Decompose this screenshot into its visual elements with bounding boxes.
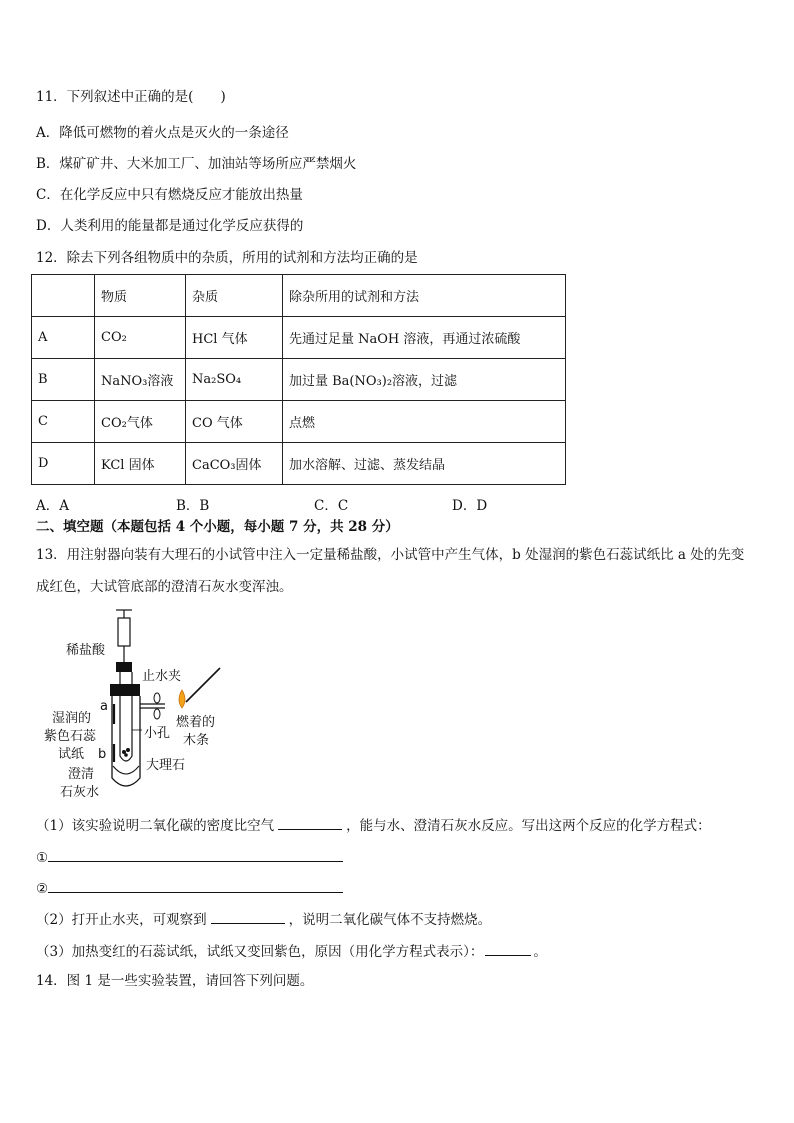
table-cell: CO₂ xyxy=(95,317,186,359)
table-cell: C xyxy=(32,401,95,443)
eq2-mark: ② xyxy=(36,881,49,897)
table-cell: 杂质 xyxy=(186,275,283,317)
apparatus-figure xyxy=(40,606,230,801)
label-paper1: 湿润的 xyxy=(52,711,92,726)
label-marble: 大理石 xyxy=(146,758,186,773)
table-cell: HCl 气体 xyxy=(186,317,283,359)
q13-eq1 xyxy=(36,847,343,866)
section-heading: 二、填空题（本题包括 4 个小题，每小题 7 分，共 28 分） xyxy=(36,519,399,535)
q13-stem-line1: 13．用注射器向装有大理石的小试管中注入一定量稀盐酸，小试管中产生气体，b 处湿润的紫色石蕊试纸比 a 处的先变 xyxy=(36,547,745,563)
label-acid: 稀盐酸 xyxy=(66,643,106,658)
q13-sub1-text: （1）该实验说明二氧化碳的密度比空气 xyxy=(36,818,275,834)
label-lime1: 澄清 xyxy=(68,767,95,782)
label-burning1: 燃着的 xyxy=(176,715,216,730)
q12-choice-a: A．A xyxy=(36,498,69,514)
q13-sub3 xyxy=(36,941,547,961)
q12-choice-b: B．B xyxy=(176,498,210,514)
wooden-stick xyxy=(186,668,220,702)
answer-blank[interactable] xyxy=(485,941,531,956)
table-header-row xyxy=(32,275,566,317)
syringe-icon xyxy=(116,610,132,662)
table-cell: 物质 xyxy=(95,275,186,317)
large-test-tube xyxy=(112,696,140,786)
table-cell: 先通过足量 NaOH 溶液，再通过浓硫酸 xyxy=(283,317,566,359)
q11-stem: 11．下列叙述中正确的是( ) xyxy=(36,89,226,105)
table-cell: 加水溶解、过滤、蒸发结晶 xyxy=(283,443,566,485)
q13-sub2-text: （2）打开止水夹，可观察到 xyxy=(36,912,207,928)
q13-stem-line2: 成红色，大试管底部的澄清石灰水变浑浊。 xyxy=(36,579,293,595)
q14-stem: 14．图 1 是一些实验装置，请回答下列问题。 xyxy=(36,973,314,989)
q11-option-a: A．降低可燃物的着火点是灭火的一条途径 xyxy=(36,125,289,141)
lime-water xyxy=(113,766,139,774)
q13-sub1-tail: ，能与水、澄清石灰水反应。写出这两个反应的化学方程式： xyxy=(346,818,711,834)
label-hole: 小孔 xyxy=(144,726,171,741)
q13-sub2 xyxy=(36,909,491,929)
q13-eq2 xyxy=(36,878,343,897)
answer-blank[interactable] xyxy=(278,815,342,830)
table-cell: Na₂SO₄ xyxy=(186,359,283,401)
table-cell: CO₂气体 xyxy=(95,401,186,443)
table-row xyxy=(32,317,566,359)
answer-blank[interactable] xyxy=(211,909,285,924)
q12-choice-c: C．C xyxy=(314,498,349,514)
q12-table xyxy=(31,274,566,485)
label-clamp: 止水夹 xyxy=(142,669,182,684)
q11-option-c: C．在化学反应中只有燃烧反应才能放出热量 xyxy=(36,187,303,203)
label-a: a xyxy=(100,699,108,714)
answer-blank[interactable] xyxy=(48,847,343,862)
q13-sub2-tail: ，说明二氧化碳气体不支持燃烧。 xyxy=(288,912,492,928)
flame-icon xyxy=(179,690,185,708)
q12-stem: 12．除去下列各组物质中的杂质，所用的试剂和方法均正确的是 xyxy=(36,250,418,266)
table-cell: A xyxy=(32,317,95,359)
q13-sub3-text: （3）加热变红的石蕊试纸，试纸又变回紫色，原因（用化学方程式表示）： xyxy=(36,944,484,960)
q13-sub1 xyxy=(36,815,711,835)
label-paper3: 试纸 xyxy=(58,747,85,762)
q11-option-d: D．人类利用的能量都是通过化学反应获得的 xyxy=(36,218,304,234)
q11-option-b: B．煤矿矿井、大米加工厂、加油站等场所应严禁烟火 xyxy=(36,156,357,172)
table-cell: 加过量 Ba(NO₃)₂溶液，过滤 xyxy=(283,359,566,401)
table-cell xyxy=(32,275,95,317)
q13-sub3-tail: 。 xyxy=(533,944,547,960)
answer-blank[interactable] xyxy=(48,878,343,893)
table-cell: 点燃 xyxy=(283,401,566,443)
label-burning2: 木条 xyxy=(183,733,210,748)
label-lime2: 石灰水 xyxy=(60,785,100,800)
table-cell: D xyxy=(32,443,95,485)
table-row xyxy=(32,401,566,443)
q12-choice-d: D．D xyxy=(452,498,488,514)
stopper-large xyxy=(110,684,140,696)
stopper-small xyxy=(116,662,132,672)
table-cell: CO 气体 xyxy=(186,401,283,443)
label-paper2: 紫色石蕊 xyxy=(44,729,97,744)
table-cell: 除杂所用的试剂和方法 xyxy=(283,275,566,317)
label-b: b xyxy=(98,747,107,762)
eq1-mark: ① xyxy=(36,850,49,866)
table-cell: KCl 固体 xyxy=(95,443,186,485)
table-cell: CaCO₃固体 xyxy=(186,443,283,485)
marble-icon xyxy=(122,748,130,757)
table-row xyxy=(32,359,566,401)
table-row xyxy=(32,443,566,485)
table-cell: NaNO₃溶液 xyxy=(95,359,186,401)
table-cell: B xyxy=(32,359,95,401)
clamp-icon xyxy=(154,693,160,719)
